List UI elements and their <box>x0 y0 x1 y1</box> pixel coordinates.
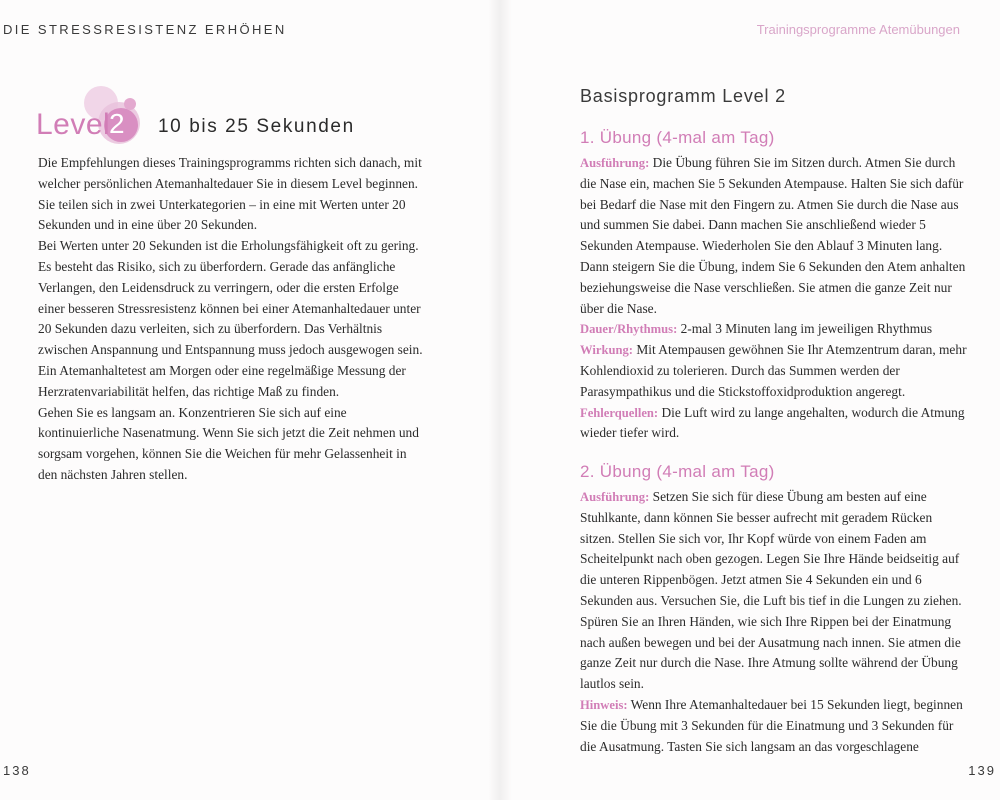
right-page <box>500 0 1000 800</box>
paragraph: Gehen Sie es langsam an. Konzentrieren Sie sich auf eine kontinuierliche Nasenatmung. Wenn Sie sich jetzt die Zeit nehmen und sorgsam vorgehen, können Sie die Weichen für mehr Gelassenheit in den nächsten Jahren stellen. <box>38 404 419 482</box>
text-hinweis: Wenn Ihre Atemanhaltedauer bei 15 Sekunden liegt, beginnen Sie die Übung mit 3 Sekunden für die Einatmung und 3 Sekunden für die Ausatmung. Tasten Sie sich langsam an das vorgeschlagene <box>580 696 963 754</box>
exercise-2-heading: 2. Übung (4-mal am Tag) <box>580 462 775 481</box>
exercise-2-body <box>580 487 970 757</box>
label-ausfuehrung: Ausführung: <box>580 490 650 504</box>
level-badge <box>32 82 152 152</box>
exercise-1-body <box>580 153 970 444</box>
left-page <box>0 0 490 800</box>
label-ausfuehrung: Ausführung: <box>580 156 650 170</box>
level-number: 2 <box>109 108 125 139</box>
exercise-2-hinweis <box>580 695 970 757</box>
paragraph: Bei Werten unter 20 Sekunden ist die Erholungsfähigkeit oft zu gering. Es besteht das Risiko, sich zu überfordern. Gerade das anfängliche Verlangen, den Leidensdruck zu verringern, oder die ersten Erfolge einer besseren Stressresistenz können bei einer Atemanhaltedauer unter 20 Sekunden dazu verleiten, sich zu überfordern. Das Verhältnis zwischen Anspannung und Entspannung muss jedoch ausgewogen sein. Ein Atemanhaltetest am Morgen oder eine regelmäßige Messung der Herzratenvariabilität helfen, das richtige Maß zu finden. <box>38 238 423 399</box>
text-fehlerquellen: Die Luft wird zu lange angehalten, wodurch die Atmung wieder tiefer wird. <box>580 404 965 441</box>
exercise-1-heading: 1. Übung (4-mal am Tag) <box>580 128 775 147</box>
program-title: Basisprogramm Level 2 <box>580 86 786 106</box>
exercise-1-dauer <box>580 319 970 340</box>
text-wirkung: Mit Atempausen gewöhnen Sie Ihr Atemzentrum daran, mehr Kohlendioxid zu tolerieren. Durch das Summen werden der Parasympathikus und die Stickstoffoxidproduktion angeregt. <box>580 342 967 399</box>
text-dauer: 2-mal 3 Minuten lang im jeweiligen Rhythmus <box>677 321 933 337</box>
text-ausfuehrung: Setzen Sie sich für diese Übung am besten auf eine Stuhlkante, dann können Sie besser aufrecht mit geradem Rücken sitzen. Stellen Sie sich vor, Ihr Kopf würde von einem Faden am Scheitelpunkt nach oben gezogen. Legen Sie Ihre Hände beidseitig auf die unteren Rippenbögen. Jetzt atmen Sie 4 Sekunden ein und 6 Sekunden aus. Versuchen Sie, die Luft bis tief in die Lungen zu ziehen. Spüren Sie an Ihren Händen, wie sich Ihre Rippen bei der Einatmung nach außen bewegen und bei der Ausatmung nach innen. Sie atmen die ganze Zeit nur durch die Nase. Ihre Atmung sollte während der Übung lautlos sein. <box>580 489 962 692</box>
label-fehlerquellen: Fehlerquellen: <box>580 405 659 420</box>
exercise-2-ausfuehrung <box>580 487 970 695</box>
text-ausfuehrung: Die Übung führen Sie im Sitzen durch. Atmen Sie durch die Nase ein, machen Sie 5 Sekunden Atempause. Halten Sie sich dafür bei Bedarf die Nase mit den Fingern zu. Atmen Sie durch die Nase aus und summen Sie dabei. Dann machen Sie anschließend wieder 5 Sekunden Atempause. Wiederholen Sie den Ablauf 3 Minuten lang. Dann steigern Sie die Übung, indem Sie 6 Sekunden den Atem anhalten beziehungsweise die Nase verschließen. Sie atmen die ganze Zeit nur über die Nase. <box>580 155 966 316</box>
exercise-1-ausfuehrung <box>580 153 970 319</box>
left-body-text <box>38 153 428 486</box>
label-dauer: Dauer/Rhythmus: <box>580 322 678 337</box>
label-hinweis: Hinweis: <box>580 697 628 712</box>
running-head-right: Trainingsprogramme Atemübungen <box>756 22 960 37</box>
level-word: Level <box>36 108 111 141</box>
running-head-left: DIE STRESSRESISTENZ ERHÖHEN <box>3 22 287 37</box>
paragraph: Die Empfehlungen dieses Trainingsprogramms richten sich danach, mit welcher persönlichen Atemanhaltedauer Sie in diesem Level beginnen. Sie teilen sich in zwei Unterkategorien – in eine mit Werten unter 20 Sekunden und in eine über 20 Sekunden. <box>38 155 422 233</box>
exercise-1-wirkung <box>580 340 970 402</box>
page-number-left: 138 <box>3 763 31 778</box>
exercise-1-fehler <box>580 403 970 445</box>
decor-circle-icon <box>124 98 136 110</box>
page-number-right: 139 <box>968 763 996 778</box>
label-wirkung: Wirkung: <box>580 343 633 358</box>
level-heading: 10 bis 25 Sekunden <box>158 116 355 137</box>
